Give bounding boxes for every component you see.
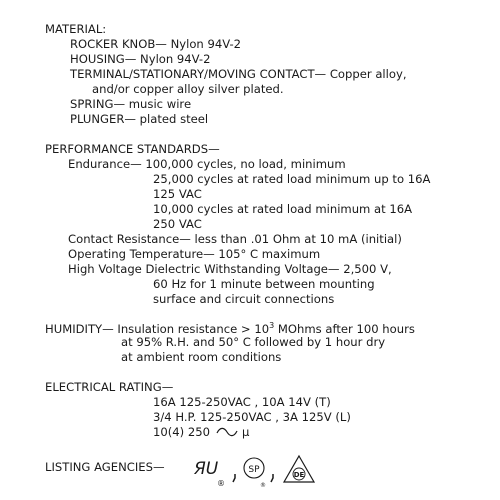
material-rocker-knob: ROCKER KNOB— Nylon 94V-2 — [70, 37, 242, 51]
material-plunger: PLUNGER— plated steel — [70, 112, 209, 126]
endurance-line-5: 250 VAC — [153, 217, 202, 231]
humidity-exponent: 3 — [269, 321, 275, 330]
csa-certification-icon — [240, 454, 268, 490]
electrical-line-3 — [153, 427, 249, 439]
high-voltage-line-2: 60 Hz for 1 minute between mounting — [153, 277, 375, 291]
humidity-line-1 — [45, 322, 415, 336]
high-voltage-line-1: High Voltage Dielectric Withstanding Voltage— 2,500 V, — [68, 262, 392, 276]
high-voltage-line-3: surface and circuit connections — [153, 292, 335, 306]
contact-resistance: Contact Resistance— less than .01 Ohm at 10 mA (initial) — [68, 232, 402, 246]
material-terminal: TERMINAL/STATIONARY/MOVING CONTACT— Copper alloy, — [70, 67, 407, 81]
humidity-text-a: HUMIDITY— Insulation resistance > 10 — [45, 322, 270, 336]
endurance-line-3: 125 VAC — [153, 187, 202, 201]
endurance-line-4: 10,000 cycles at rated load minimum at 16A — [153, 202, 413, 216]
electrical-line-2: 3/4 H.P. 125-250VAC , 3A 125V (L) — [153, 410, 351, 424]
vde-certification-icon — [282, 454, 316, 486]
humidity-line-3: at ambient room conditions — [121, 350, 282, 364]
endurance-line-2: 25,000 cycles at rated load minimum up to 16A — [153, 172, 431, 186]
separator-comma — [232, 473, 238, 483]
micro-gap-symbol: μ — [242, 425, 250, 439]
electrical-line-3-text: 10(4) 250 — [153, 425, 210, 439]
operating-temperature: Operating Temperature— 105° C maximum — [68, 247, 321, 261]
material-housing: HOUSING— Nylon 94V-2 — [70, 52, 211, 66]
electrical-heading: ELECTRICAL RATING— — [45, 380, 174, 394]
separator-comma — [270, 473, 276, 483]
ul-mark-text: ЯU — [194, 459, 219, 479]
csa-mark-text: SP — [248, 465, 260, 475]
svg-text:®: ® — [217, 479, 225, 488]
performance-heading: PERFORMANCE STANDARDS— — [45, 142, 220, 156]
humidity-line-2: at 95% R.H. and 50° C followed by 1 hour dry — [121, 335, 386, 349]
material-spring: SPRING— music wire — [70, 97, 192, 111]
alternating-current-icon — [216, 427, 238, 437]
svg-text:®: ® — [260, 482, 266, 489]
listing-logos — [190, 454, 340, 494]
endurance-line-1: Endurance— 100,000 cycles, no load, minimum — [68, 157, 346, 171]
electrical-line-1: 16A 125-250VAC , 10A 14V (T) — [153, 395, 331, 409]
humidity-text-b: MOhms after 100 hours — [274, 322, 415, 336]
material-heading: MATERIAL: — [45, 22, 107, 36]
material-terminal-cont: and/or copper alloy silver plated. — [92, 82, 284, 96]
vde-mark-text: DE — [293, 471, 305, 479]
ul-recognized-icon — [190, 454, 230, 488]
listing-agencies-label: LISTING AGENCIES— — [45, 460, 165, 474]
